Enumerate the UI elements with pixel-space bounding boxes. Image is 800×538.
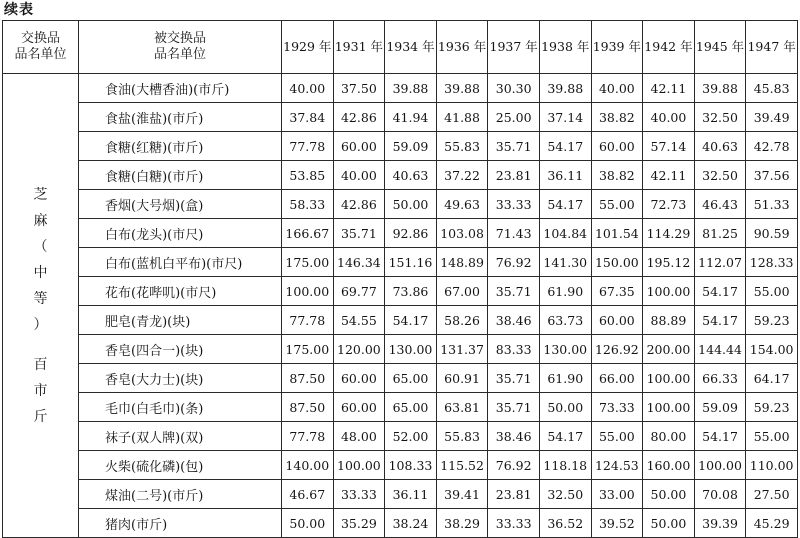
value-cell: 46.67 — [282, 480, 334, 509]
value-cell: 50.00 — [385, 190, 437, 219]
value-cell: 64.17 — [746, 364, 798, 393]
header-year: 1942 年 — [643, 21, 695, 74]
value-cell: 32.50 — [539, 480, 591, 509]
header-year: 1934 年 — [385, 21, 437, 74]
value-cell: 160.00 — [643, 451, 695, 480]
value-cell: 50.00 — [643, 480, 695, 509]
value-cell: 131.37 — [436, 335, 488, 364]
value-cell: 54.17 — [694, 277, 746, 306]
value-cell: 100.00 — [643, 364, 695, 393]
header-year: 1929 年 — [282, 21, 334, 74]
value-cell: 35.71 — [488, 393, 540, 422]
value-cell: 130.00 — [539, 335, 591, 364]
value-cell: 200.00 — [643, 335, 695, 364]
value-cell: 54.17 — [694, 306, 746, 335]
table-row — [3, 277, 798, 306]
value-cell: 54.17 — [694, 422, 746, 451]
value-cell: 195.12 — [643, 248, 695, 277]
unit-char: 芝 — [33, 186, 48, 203]
value-cell: 54.17 — [539, 132, 591, 161]
value-cell: 25.00 — [488, 103, 540, 132]
value-cell: 76.92 — [488, 451, 540, 480]
value-cell: 60.00 — [333, 364, 385, 393]
table-row — [3, 364, 798, 393]
value-cell: 76.92 — [488, 248, 540, 277]
value-cell: 50.00 — [282, 509, 334, 538]
value-cell: 23.81 — [488, 161, 540, 190]
value-cell: 60.00 — [591, 306, 643, 335]
value-cell: 42.11 — [643, 161, 695, 190]
value-cell: 120.00 — [333, 335, 385, 364]
header-exchange-goods-line1: 交换品 — [20, 31, 60, 46]
value-cell: 33.00 — [591, 480, 643, 509]
unit-char: （ — [33, 238, 48, 255]
value-cell: 59.23 — [746, 393, 798, 422]
value-cell: 61.90 — [539, 364, 591, 393]
value-cell: 40.00 — [333, 161, 385, 190]
value-cell: 77.78 — [282, 306, 334, 335]
header-year: 1947 年 — [746, 21, 798, 74]
item-name-cell: 香皂(四合一)(块) — [79, 335, 282, 364]
value-cell: 61.90 — [539, 277, 591, 306]
value-cell: 37.84 — [282, 103, 334, 132]
value-cell: 100.00 — [643, 393, 695, 422]
value-cell: 33.33 — [488, 190, 540, 219]
item-name-cell: 煤油(二号)(市斤) — [79, 480, 282, 509]
value-cell: 35.71 — [488, 364, 540, 393]
value-cell: 52.00 — [385, 422, 437, 451]
value-cell: 38.24 — [385, 509, 437, 538]
value-cell: 81.25 — [694, 219, 746, 248]
value-cell: 35.71 — [488, 132, 540, 161]
value-cell: 53.85 — [282, 161, 334, 190]
value-cell: 100.00 — [643, 277, 695, 306]
header-year: 1938 年 — [539, 21, 591, 74]
value-cell: 33.33 — [333, 480, 385, 509]
value-cell: 37.22 — [436, 161, 488, 190]
value-cell: 60.00 — [591, 132, 643, 161]
value-cell: 77.78 — [282, 132, 334, 161]
value-cell: 39.88 — [694, 74, 746, 103]
value-cell: 41.94 — [385, 103, 437, 132]
item-name-cell: 食油(大槽香油)(市斤) — [79, 74, 282, 103]
value-cell: 48.00 — [333, 422, 385, 451]
value-cell: 57.14 — [643, 132, 695, 161]
exchange-rate-table — [2, 20, 798, 538]
value-cell: 45.29 — [746, 509, 798, 538]
value-cell: 154.00 — [746, 335, 798, 364]
value-cell: 104.84 — [539, 219, 591, 248]
unit-char: ） — [33, 316, 48, 333]
item-name-cell: 肥皂(青龙)(块) — [79, 306, 282, 335]
table-row — [3, 74, 798, 103]
value-cell: 65.00 — [385, 364, 437, 393]
value-cell: 37.50 — [333, 74, 385, 103]
value-cell: 77.78 — [282, 422, 334, 451]
value-cell: 49.63 — [436, 190, 488, 219]
value-cell: 39.88 — [385, 74, 437, 103]
unit-char: 市 — [33, 382, 48, 399]
item-name-cell: 毛巾(白毛巾)(条) — [79, 393, 282, 422]
value-cell: 55.83 — [436, 132, 488, 161]
table-row — [3, 248, 798, 277]
item-name-cell: 白布(蓝机白平布)(市尺) — [79, 248, 282, 277]
value-cell: 144.44 — [694, 335, 746, 364]
value-cell: 40.63 — [694, 132, 746, 161]
value-cell: 150.00 — [591, 248, 643, 277]
header-exchanged-goods — [79, 21, 282, 74]
value-cell: 59.09 — [385, 132, 437, 161]
table-caption: 续表 — [4, 2, 34, 18]
value-cell: 58.26 — [436, 306, 488, 335]
value-cell: 100.00 — [694, 451, 746, 480]
item-name-cell: 猪肉(市斤) — [79, 509, 282, 538]
value-cell: 27.50 — [746, 480, 798, 509]
value-cell: 32.50 — [694, 103, 746, 132]
value-cell: 32.50 — [694, 161, 746, 190]
value-cell: 37.56 — [746, 161, 798, 190]
header-exchanged-goods-line1: 被交换品 — [153, 31, 206, 46]
value-cell: 66.33 — [694, 364, 746, 393]
value-cell: 55.00 — [746, 277, 798, 306]
item-name-cell: 花布(花哔叽)(市尺) — [79, 277, 282, 306]
value-cell: 83.33 — [488, 335, 540, 364]
value-cell: 42.86 — [333, 190, 385, 219]
value-cell: 175.00 — [282, 248, 334, 277]
value-cell: 115.52 — [436, 451, 488, 480]
value-cell: 140.00 — [282, 451, 334, 480]
value-cell: 38.82 — [591, 161, 643, 190]
value-cell: 50.00 — [643, 509, 695, 538]
table-row — [3, 219, 798, 248]
value-cell: 130.00 — [385, 335, 437, 364]
unit-char: 中 — [33, 264, 48, 281]
value-cell: 37.14 — [539, 103, 591, 132]
value-cell: 35.29 — [333, 509, 385, 538]
value-cell: 112.07 — [694, 248, 746, 277]
value-cell: 36.52 — [539, 509, 591, 538]
item-name-cell: 白布(龙头)(市尺) — [79, 219, 282, 248]
value-cell: 118.18 — [539, 451, 591, 480]
value-cell: 87.50 — [282, 393, 334, 422]
value-cell: 73.86 — [385, 277, 437, 306]
value-cell: 39.41 — [436, 480, 488, 509]
item-name-cell: 火柴(硫化磷)(包) — [79, 451, 282, 480]
value-cell: 66.00 — [591, 364, 643, 393]
value-cell: 128.33 — [746, 248, 798, 277]
header-year: 1936 年 — [436, 21, 488, 74]
value-cell: 175.00 — [282, 335, 334, 364]
value-cell: 40.00 — [282, 74, 334, 103]
value-cell: 36.11 — [539, 161, 591, 190]
value-cell: 148.89 — [436, 248, 488, 277]
table-body — [3, 74, 798, 538]
item-name-cell: 香皂(大力士)(块) — [79, 364, 282, 393]
header-exchange-goods — [3, 21, 79, 74]
item-name-cell: 袜子(双人牌)(双) — [79, 422, 282, 451]
value-cell: 33.33 — [488, 509, 540, 538]
header-year: 1937 年 — [488, 21, 540, 74]
header-year: 1945 年 — [694, 21, 746, 74]
value-cell: 65.00 — [385, 393, 437, 422]
value-cell: 60.91 — [436, 364, 488, 393]
value-cell: 73.33 — [591, 393, 643, 422]
value-cell: 141.30 — [539, 248, 591, 277]
value-cell: 124.53 — [591, 451, 643, 480]
value-cell: 60.00 — [333, 393, 385, 422]
table-row — [3, 480, 798, 509]
unit-char: 等 — [33, 290, 48, 307]
value-cell: 69.77 — [333, 277, 385, 306]
value-cell: 67.35 — [591, 277, 643, 306]
value-cell: 42.78 — [746, 132, 798, 161]
value-cell: 36.11 — [385, 480, 437, 509]
value-cell: 67.00 — [436, 277, 488, 306]
value-cell: 51.33 — [746, 190, 798, 219]
table-row — [3, 190, 798, 219]
value-cell: 39.52 — [591, 509, 643, 538]
value-cell: 23.81 — [488, 480, 540, 509]
item-name-cell: 香烟(大号烟)(盒) — [79, 190, 282, 219]
value-cell: 59.09 — [694, 393, 746, 422]
value-cell: 110.00 — [746, 451, 798, 480]
table-row — [3, 132, 798, 161]
value-cell: 42.11 — [643, 74, 695, 103]
value-cell: 41.88 — [436, 103, 488, 132]
unit-char: 斤 — [33, 408, 48, 425]
value-cell: 103.08 — [436, 219, 488, 248]
value-cell: 55.00 — [746, 422, 798, 451]
value-cell: 60.00 — [333, 132, 385, 161]
value-cell: 151.16 — [385, 248, 437, 277]
value-cell: 166.67 — [282, 219, 334, 248]
header-exchange-goods-line2: 品名单位 — [14, 47, 67, 62]
value-cell: 63.73 — [539, 306, 591, 335]
value-cell: 39.39 — [694, 509, 746, 538]
value-cell: 58.33 — [282, 190, 334, 219]
value-cell: 38.82 — [591, 103, 643, 132]
header-year: 1931 年 — [333, 21, 385, 74]
table-row — [3, 103, 798, 132]
value-cell: 55.83 — [436, 422, 488, 451]
value-cell: 35.71 — [333, 219, 385, 248]
header-row — [3, 21, 798, 74]
value-cell: 38.46 — [488, 306, 540, 335]
value-cell: 39.49 — [746, 103, 798, 132]
header-year: 1939 年 — [591, 21, 643, 74]
value-cell: 59.23 — [746, 306, 798, 335]
value-cell: 88.89 — [643, 306, 695, 335]
item-name-cell: 食盐(淮盐)(市斤) — [79, 103, 282, 132]
item-name-cell: 食糖(红糖)(市斤) — [79, 132, 282, 161]
value-cell: 63.81 — [436, 393, 488, 422]
value-cell: 126.92 — [591, 335, 643, 364]
table-row — [3, 393, 798, 422]
unit-char: 麻 — [33, 212, 48, 229]
table-row — [3, 335, 798, 364]
value-cell: 35.71 — [488, 277, 540, 306]
table-row — [3, 422, 798, 451]
exchange-table-wrapper — [2, 20, 798, 538]
value-cell: 72.73 — [643, 190, 695, 219]
value-cell: 40.00 — [591, 74, 643, 103]
value-cell: 108.33 — [385, 451, 437, 480]
value-cell: 92.86 — [385, 219, 437, 248]
value-cell: 80.00 — [643, 422, 695, 451]
value-cell: 46.43 — [694, 190, 746, 219]
value-cell: 100.00 — [333, 451, 385, 480]
table-row — [3, 161, 798, 190]
value-cell: 54.17 — [539, 422, 591, 451]
value-cell: 40.63 — [385, 161, 437, 190]
unit-char: 百 — [33, 356, 48, 373]
value-cell: 101.54 — [591, 219, 643, 248]
value-cell: 42.86 — [333, 103, 385, 132]
header-exchanged-goods-line2: 品名单位 — [153, 47, 206, 62]
value-cell: 55.00 — [591, 190, 643, 219]
value-cell: 90.59 — [746, 219, 798, 248]
value-cell: 100.00 — [282, 277, 334, 306]
value-cell: 87.50 — [282, 364, 334, 393]
value-cell: 54.55 — [333, 306, 385, 335]
value-cell: 38.46 — [488, 422, 540, 451]
value-cell: 38.29 — [436, 509, 488, 538]
value-cell: 50.00 — [539, 393, 591, 422]
item-name-cell: 食糖(白糖)(市斤) — [79, 161, 282, 190]
exchange-goods-unit-cell — [3, 74, 79, 538]
value-cell: 45.83 — [746, 74, 798, 103]
value-cell: 54.17 — [539, 190, 591, 219]
table-row — [3, 451, 798, 480]
value-cell: 146.34 — [333, 248, 385, 277]
value-cell: 39.88 — [436, 74, 488, 103]
value-cell: 30.30 — [488, 74, 540, 103]
value-cell: 114.29 — [643, 219, 695, 248]
value-cell: 54.17 — [385, 306, 437, 335]
value-cell: 71.43 — [488, 219, 540, 248]
table-row — [3, 306, 798, 335]
value-cell: 55.00 — [591, 422, 643, 451]
value-cell: 39.88 — [539, 74, 591, 103]
table-row — [3, 509, 798, 538]
value-cell: 40.00 — [643, 103, 695, 132]
value-cell: 70.08 — [694, 480, 746, 509]
